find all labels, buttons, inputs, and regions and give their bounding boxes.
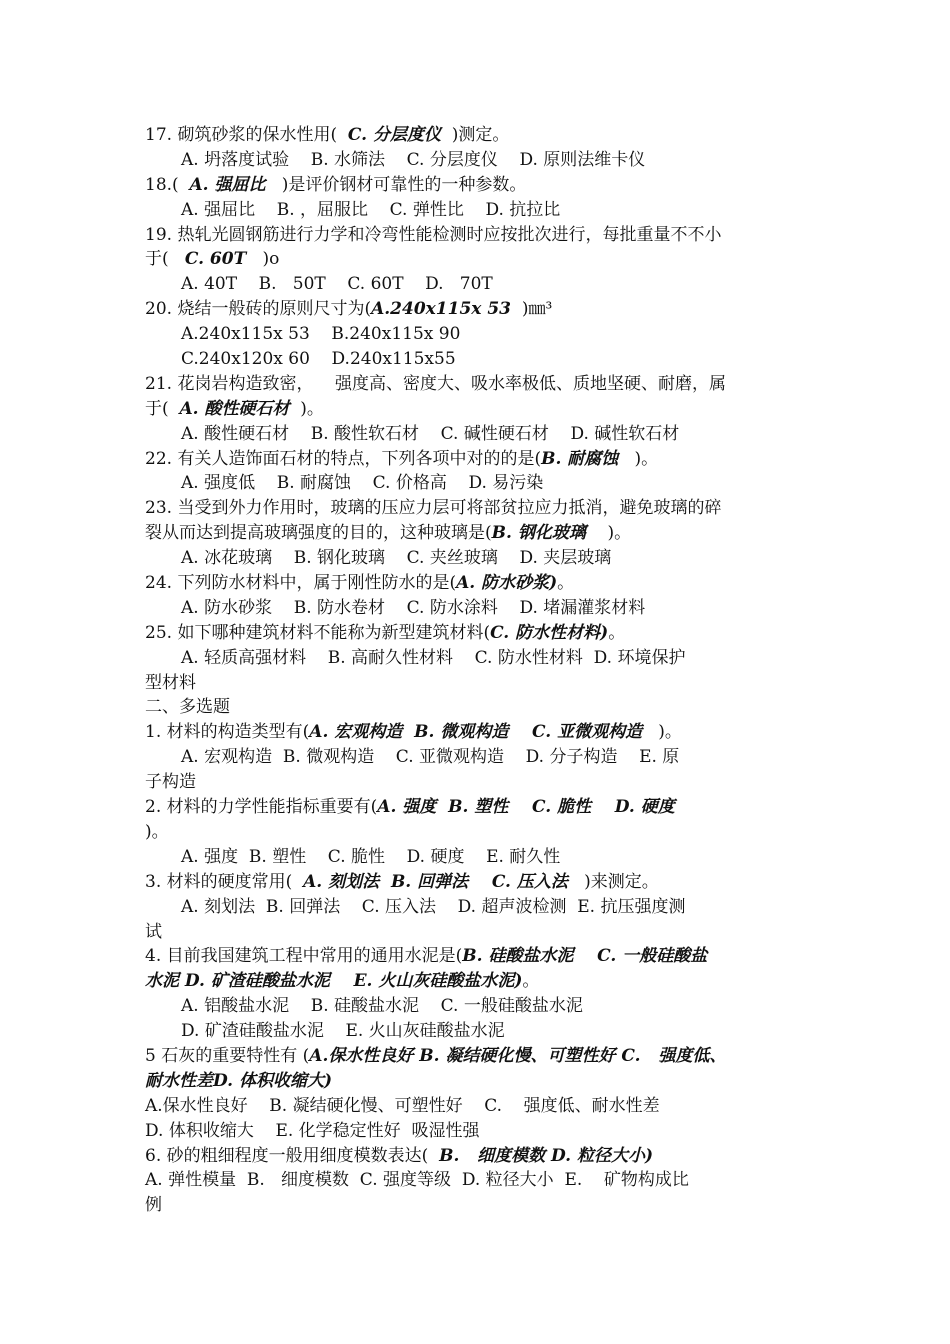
option-line: [145, 422, 810, 447]
option-line: [145, 845, 810, 870]
text-line: [145, 372, 810, 397]
option-line: [145, 596, 810, 621]
document-page: [145, 123, 810, 1218]
body-text: D. 矿渣硅酸盐水泥 E. 火山灰硅酸盐水泥: [181, 1021, 505, 1042]
body-text: )。: [289, 398, 324, 419]
body-text: 21. 花岗岩构造致密， 强度高、密度大、吸水率极低、质地坚硬、耐磨，属: [145, 373, 727, 394]
text-line: [145, 795, 810, 820]
text-line: [145, 571, 810, 596]
option-line: [145, 322, 810, 347]
answer-text: C. 防水性材料): [490, 622, 609, 643]
text-line: [145, 247, 810, 272]
answer-text: B. 细度模数 D. 粒径大小): [439, 1145, 654, 1166]
body-text: A. 酸性硬石材 B. 酸性软石材 C. 碱性硬石材 D. 碱性软石材: [181, 423, 680, 444]
text-line: [145, 621, 810, 646]
text-line: [145, 720, 810, 745]
body-text: 23. 当受到外力作用时，玻璃的压应力层可将部贫拉应力抵消，避免玻璃的碎: [145, 498, 722, 519]
body-text: 子构造: [145, 772, 196, 793]
text-line: [145, 173, 810, 198]
answer-text: A. 宏观构造 B. 微观构造 C. 亚微观构造: [309, 722, 643, 743]
text-line: [145, 969, 810, 994]
answer-text: B. 硅酸盐水泥 C. 一般硅酸盐: [462, 946, 708, 967]
text-line: [145, 447, 810, 472]
body-text: A. 轻质高强材料 B. 高耐久性材料 C. 防水性材料 D. 环境保护: [181, 647, 686, 668]
option-line: [145, 198, 810, 223]
answer-text: B. 耐腐蚀: [541, 448, 619, 469]
answer-text: B. 钢化玻璃: [491, 523, 586, 544]
text-line: [145, 521, 810, 546]
answer-text: A. 刻划法 B. 回弹法 C. 压入法: [303, 871, 568, 892]
text-line: [145, 123, 810, 148]
text-line: [145, 870, 810, 895]
text-line: [145, 1144, 810, 1169]
text-line: [145, 496, 810, 521]
text-line: [145, 770, 810, 795]
body-text: A. 宏观构造 B. 微观构造 C. 亚微观构造 D. 分子构造 E. 原: [181, 747, 680, 768]
option-line: [145, 347, 810, 372]
body-text: 2. 材料的力学性能指标重要有(: [145, 797, 378, 818]
text-line: [145, 944, 810, 969]
option-line: [145, 148, 810, 173]
body-text: 18.(: [145, 174, 190, 195]
body-text: 例: [145, 1195, 162, 1216]
body-text: )。: [642, 722, 682, 743]
body-text: )是评价钢材可靠性的一种参数。: [265, 174, 527, 195]
text-line: [145, 1069, 810, 1094]
body-text: )o: [246, 249, 280, 270]
body-text: 5 石灰的重要特性有 (: [145, 1045, 310, 1066]
text-line: [145, 1044, 810, 1069]
body-text: 裂从而达到提高玻璃强度的目的，这种玻璃是(: [145, 523, 492, 544]
body-text: 。: [522, 971, 540, 992]
text-line: [145, 671, 810, 696]
option-line: [145, 471, 810, 496]
body-text: A. 强度 B. 塑性 C. 脆性 D. 硬度 E. 耐久性: [181, 846, 561, 867]
body-text: 25. 如下哪种建筑材料不能称为新型建筑材料(: [145, 622, 491, 643]
body-text: 于(: [145, 249, 185, 270]
answer-text: C. 分层度仪: [347, 125, 441, 145]
body-text: 二、多选题: [145, 697, 230, 718]
body-text: A. 强度低 B. 耐腐蚀 C. 价格高 D. 易污染: [181, 473, 544, 494]
body-text: 。: [608, 622, 626, 643]
answer-text: A.保水性良好 B. 凝结硬化慢、可塑性好 C. 强度低、: [309, 1045, 727, 1066]
body-text: 19. 热轧光圆钢筋进行力学和冷弯性能检测时应按批次进行，每批重量不不小: [145, 224, 722, 245]
body-text: 24. 下列防水材料中，属于刚性防水的是(: [145, 573, 457, 594]
text-line: [145, 1119, 810, 1144]
option-line: [145, 745, 810, 770]
text-line: [145, 695, 810, 720]
text-line: [145, 820, 810, 845]
body-text: )。: [585, 523, 632, 544]
body-text: 1. 材料的构造类型有(: [145, 722, 310, 743]
body-text: 。: [557, 573, 575, 594]
text-line: [145, 1094, 810, 1119]
text-line: [145, 223, 810, 248]
body-text: 20. 烧结一般砖的原则尺寸为(: [145, 299, 372, 320]
body-text: 4. 目前我国建筑工程中常用的通用水泥是(: [145, 946, 463, 967]
answer-text: A. 强度 B. 塑性 C. 脆性 D. 硬度: [377, 797, 675, 818]
text-line: [145, 920, 810, 945]
body-text: )。: [145, 821, 169, 842]
body-text: A. 强屈比 B. ，屈服比 C. 弹性比 D. 抗拉比: [181, 199, 561, 220]
body-text: A. 坍落度试验 B. 水筛法 C. 分层度仪 D. 原则法维卡仪: [181, 149, 646, 170]
text-line: [145, 297, 810, 322]
answer-text: C. 60T: [184, 249, 247, 270]
body-text: 3. 材料的硬度常用(: [145, 871, 304, 892]
option-line: [145, 1019, 810, 1044]
answer-text: 水泥 D. 矿渣硅酸盐水泥 E. 火山灰硅酸盐水泥): [145, 971, 523, 992]
body-text: A. 40T B. 50T C. 60T D. 70T: [181, 274, 493, 295]
body-text: A. 冰花玻璃 B. 钢化玻璃 C. 夹丝玻璃 D. 夹层玻璃: [181, 548, 612, 569]
body-text: A. 铝酸盐水泥 B. 硅酸盐水泥 C. 一般硅酸盐水泥: [181, 996, 583, 1017]
body-text: A.保水性良好 B. 凝结硬化慢、可塑性好 C. 强度低、耐水性差: [145, 1095, 660, 1116]
body-text: )。: [618, 448, 659, 469]
option-line: [145, 646, 810, 671]
body-text: )测定。: [440, 125, 510, 145]
body-text: )来测定。: [567, 871, 659, 892]
body-text: A. 弹性模量 B. 细度模数 C. 强度等级 D. 粒径大小 E. 矿物构成比: [145, 1170, 689, 1191]
body-text: 试: [145, 921, 162, 942]
option-line: [145, 994, 810, 1019]
body-text: 17. 砌筑砂浆的保水性用(: [145, 125, 348, 145]
body-text: A.240x115x 53 B.240x115x 90: [181, 324, 461, 345]
option-line: [145, 546, 810, 571]
body-text: D. 体积收缩大 E. 化学稳定性好 吸湿性强: [145, 1120, 480, 1141]
answer-text: A.240x115x 53: [371, 299, 512, 320]
body-text: 6. 砂的粗细程度一般用细度模数表达(: [145, 1145, 440, 1166]
text-line: [145, 397, 810, 422]
body-text: 22. 有关人造饰面石材的特点，下列各项中对的的是(: [145, 448, 542, 469]
option-line: [145, 272, 810, 297]
answer-text: A. 防水砂浆): [456, 573, 558, 594]
body-text: C.240x120x 60 D.240x115x55: [181, 349, 456, 370]
answer-text: A. 强屈比: [189, 174, 266, 195]
body-text: 于(: [145, 398, 180, 419]
body-text: )㎜³: [511, 299, 553, 320]
body-text: A. 防水砂浆 B. 防水卷材 C. 防水涂料 D. 堵漏灌浆材料: [181, 597, 646, 618]
body-text: A. 刻划法 B. 回弹法 C. 压入法 D. 超声波检测 E. 抗压强度测: [181, 896, 686, 917]
text-line: [145, 1168, 810, 1193]
answer-text: 耐水性差D. 体积收缩大): [145, 1070, 333, 1091]
answer-text: A. 酸性硬石材: [179, 398, 290, 419]
text-line: [145, 1193, 810, 1218]
body-text: 型材料: [145, 672, 196, 693]
option-line: [145, 895, 810, 920]
